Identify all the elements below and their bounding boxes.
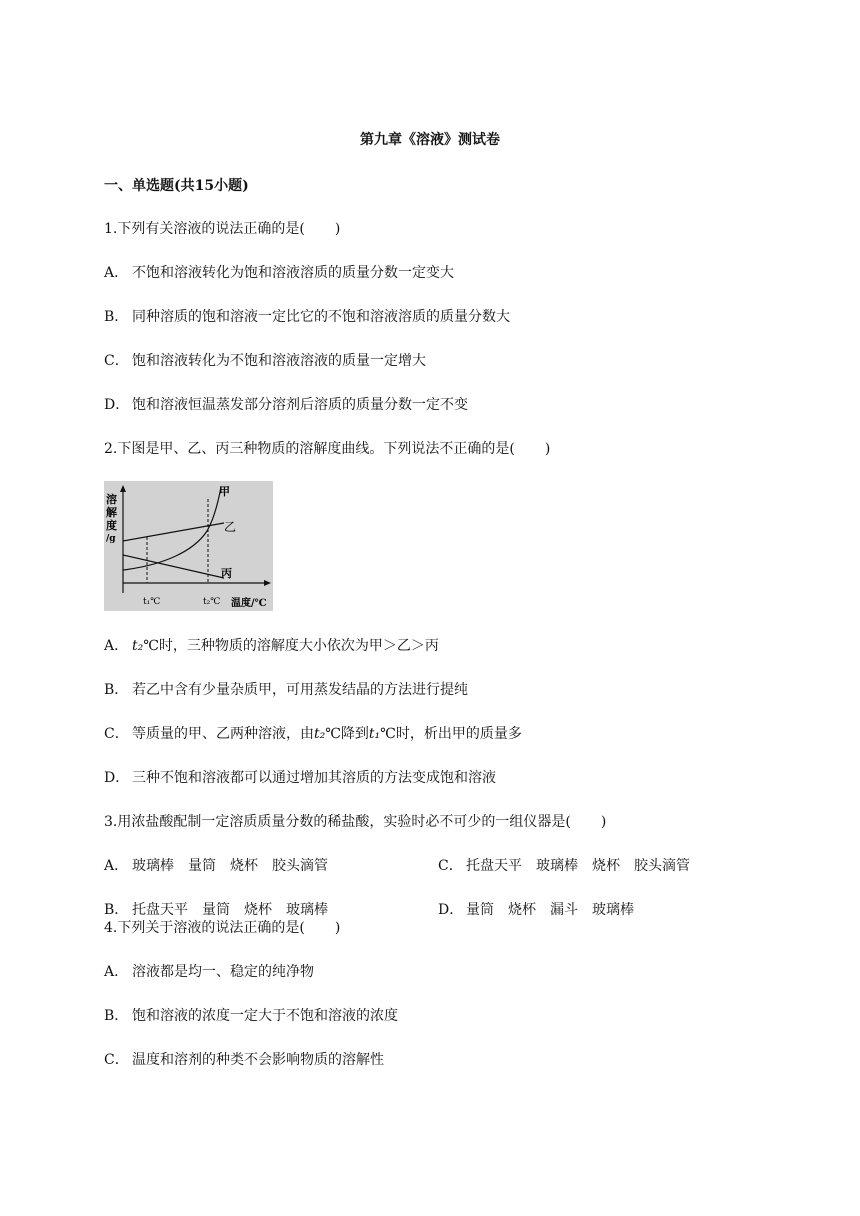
curve-yi xyxy=(123,523,224,541)
option-letter: A． xyxy=(104,638,129,654)
option-text: 等质量的甲、乙两种溶液，由 xyxy=(132,726,314,742)
question-close-paren: ) xyxy=(600,814,607,830)
solubility-curve-svg xyxy=(104,481,273,611)
question-stem-text: 4.下列关于溶液的说法正确的是( xyxy=(104,920,305,936)
option-variable: t₂ xyxy=(314,726,326,742)
option-letter: A． xyxy=(104,964,129,980)
option-letter: D． xyxy=(104,770,130,786)
y-axis-arrow xyxy=(120,485,126,492)
question-close-paren: ) xyxy=(544,441,551,457)
option-text: 三种不饱和溶液都可以通过增加其溶质的方法变成饱和溶液 xyxy=(132,770,496,786)
option-variable: t₁ xyxy=(368,726,381,742)
question-3-option-b xyxy=(104,901,328,919)
ylabel-char-2: 解 xyxy=(106,506,117,519)
ylabel-unit: /g xyxy=(106,534,116,544)
question-stem-text: 2.下图是甲、乙、丙三种物质的溶解度曲线。下列说法不正确的是( xyxy=(104,441,515,457)
option-letter: D． xyxy=(438,902,464,918)
question-2-option-d xyxy=(104,769,496,787)
curve-label-yi: 乙 xyxy=(224,520,237,534)
option-letter: B． xyxy=(104,682,129,698)
option-text: 同种溶质的饱和溶液一定比它的不饱和溶液溶质的质量分数大 xyxy=(132,309,510,325)
option-text: 饱和溶液转化为不饱和溶液溶液的质量一定增大 xyxy=(132,353,426,369)
curve-label-bing: 丙 xyxy=(221,567,232,580)
question-1-option-c xyxy=(104,352,426,370)
x-axis-arrow xyxy=(264,580,271,586)
x-axis-label: 温度/℃ xyxy=(231,598,267,609)
x-tick-t1: t₁℃ xyxy=(143,597,161,607)
option-text: ℃时，三种物质的溶解度大小依次为甲＞乙＞丙 xyxy=(143,638,439,654)
ylabel-char-1: 溶 xyxy=(106,493,117,506)
option-letter: C． xyxy=(438,858,463,874)
x-tick-t2: t₂℃ xyxy=(203,597,221,607)
option-text: 玻璃棒 量筒 烧杯 胶头滴管 xyxy=(132,858,328,874)
question-close-paren: ) xyxy=(334,221,341,237)
ylabel-char-3: 度 xyxy=(106,519,117,532)
option-letter: C． xyxy=(104,353,129,369)
question-3-option-c xyxy=(438,857,690,875)
option-text: 温度和溶剂的种类不会影响物质的溶解性 xyxy=(132,1052,384,1068)
curve-jia xyxy=(123,487,221,570)
question-4-option-a xyxy=(104,963,314,981)
curve-bing xyxy=(123,555,224,578)
option-variable: t₂ xyxy=(132,638,144,654)
option-letter: B． xyxy=(104,309,129,325)
question-4-stem xyxy=(104,919,340,937)
question-stem-text: 1.下列有关溶液的说法正确的是( xyxy=(104,221,305,237)
option-text: 饱和溶液恒温蒸发部分溶剂后溶质的质量分数一定不变 xyxy=(132,397,468,413)
option-text: ℃降到 xyxy=(325,726,369,742)
document-title: 第九章《溶液》测试卷 xyxy=(360,132,500,148)
option-letter: A． xyxy=(104,265,129,281)
question-stem-text: 3.用浓盐酸配制一定溶质质量分数的稀盐酸，实验时必不可少的一组仪器是( xyxy=(104,814,571,830)
option-text: ℃时，析出甲的质量多 xyxy=(380,726,522,742)
question-1-option-b xyxy=(104,308,510,326)
option-text: 托盘天平 量筒 烧杯 玻璃棒 xyxy=(132,902,328,918)
solubility-curve-figure xyxy=(104,481,273,611)
option-letter: B． xyxy=(104,1008,129,1024)
option-text: 溶液都是均一、稳定的纯净物 xyxy=(132,964,314,980)
question-4-option-c xyxy=(104,1051,384,1069)
option-letter: C． xyxy=(104,726,129,742)
question-2-stem xyxy=(104,440,550,458)
question-2-option-a xyxy=(104,637,439,655)
question-3-stem xyxy=(104,813,606,831)
option-text: 量筒 烧杯 漏斗 玻璃棒 xyxy=(466,902,634,918)
option-text: 托盘天平 玻璃棒 烧杯 胶头滴管 xyxy=(466,858,690,874)
question-4-option-b xyxy=(104,1007,398,1025)
question-1-stem xyxy=(104,220,340,238)
curve-label-jia: 甲 xyxy=(219,485,230,498)
question-2-option-b xyxy=(104,681,468,699)
option-letter: B． xyxy=(104,902,129,918)
option-text: 饱和溶液的浓度一定大于不饱和溶液的浓度 xyxy=(132,1008,398,1024)
question-2-option-c xyxy=(104,725,522,743)
question-3-option-d xyxy=(438,901,634,919)
option-text: 不饱和溶液转化为饱和溶液溶质的质量分数一定变大 xyxy=(132,265,454,281)
question-1-option-d xyxy=(104,396,468,414)
option-text: 若乙中含有少量杂质甲，可用蒸发结晶的方法进行提纯 xyxy=(132,682,468,698)
option-letter: A． xyxy=(104,858,129,874)
option-letter: C． xyxy=(104,1052,129,1068)
question-close-paren: ) xyxy=(334,920,341,936)
question-1-option-a xyxy=(104,264,454,282)
question-3-option-a xyxy=(104,857,328,875)
section-heading: 一、单选题(共15小题) xyxy=(104,178,249,194)
option-letter: D． xyxy=(104,397,130,413)
